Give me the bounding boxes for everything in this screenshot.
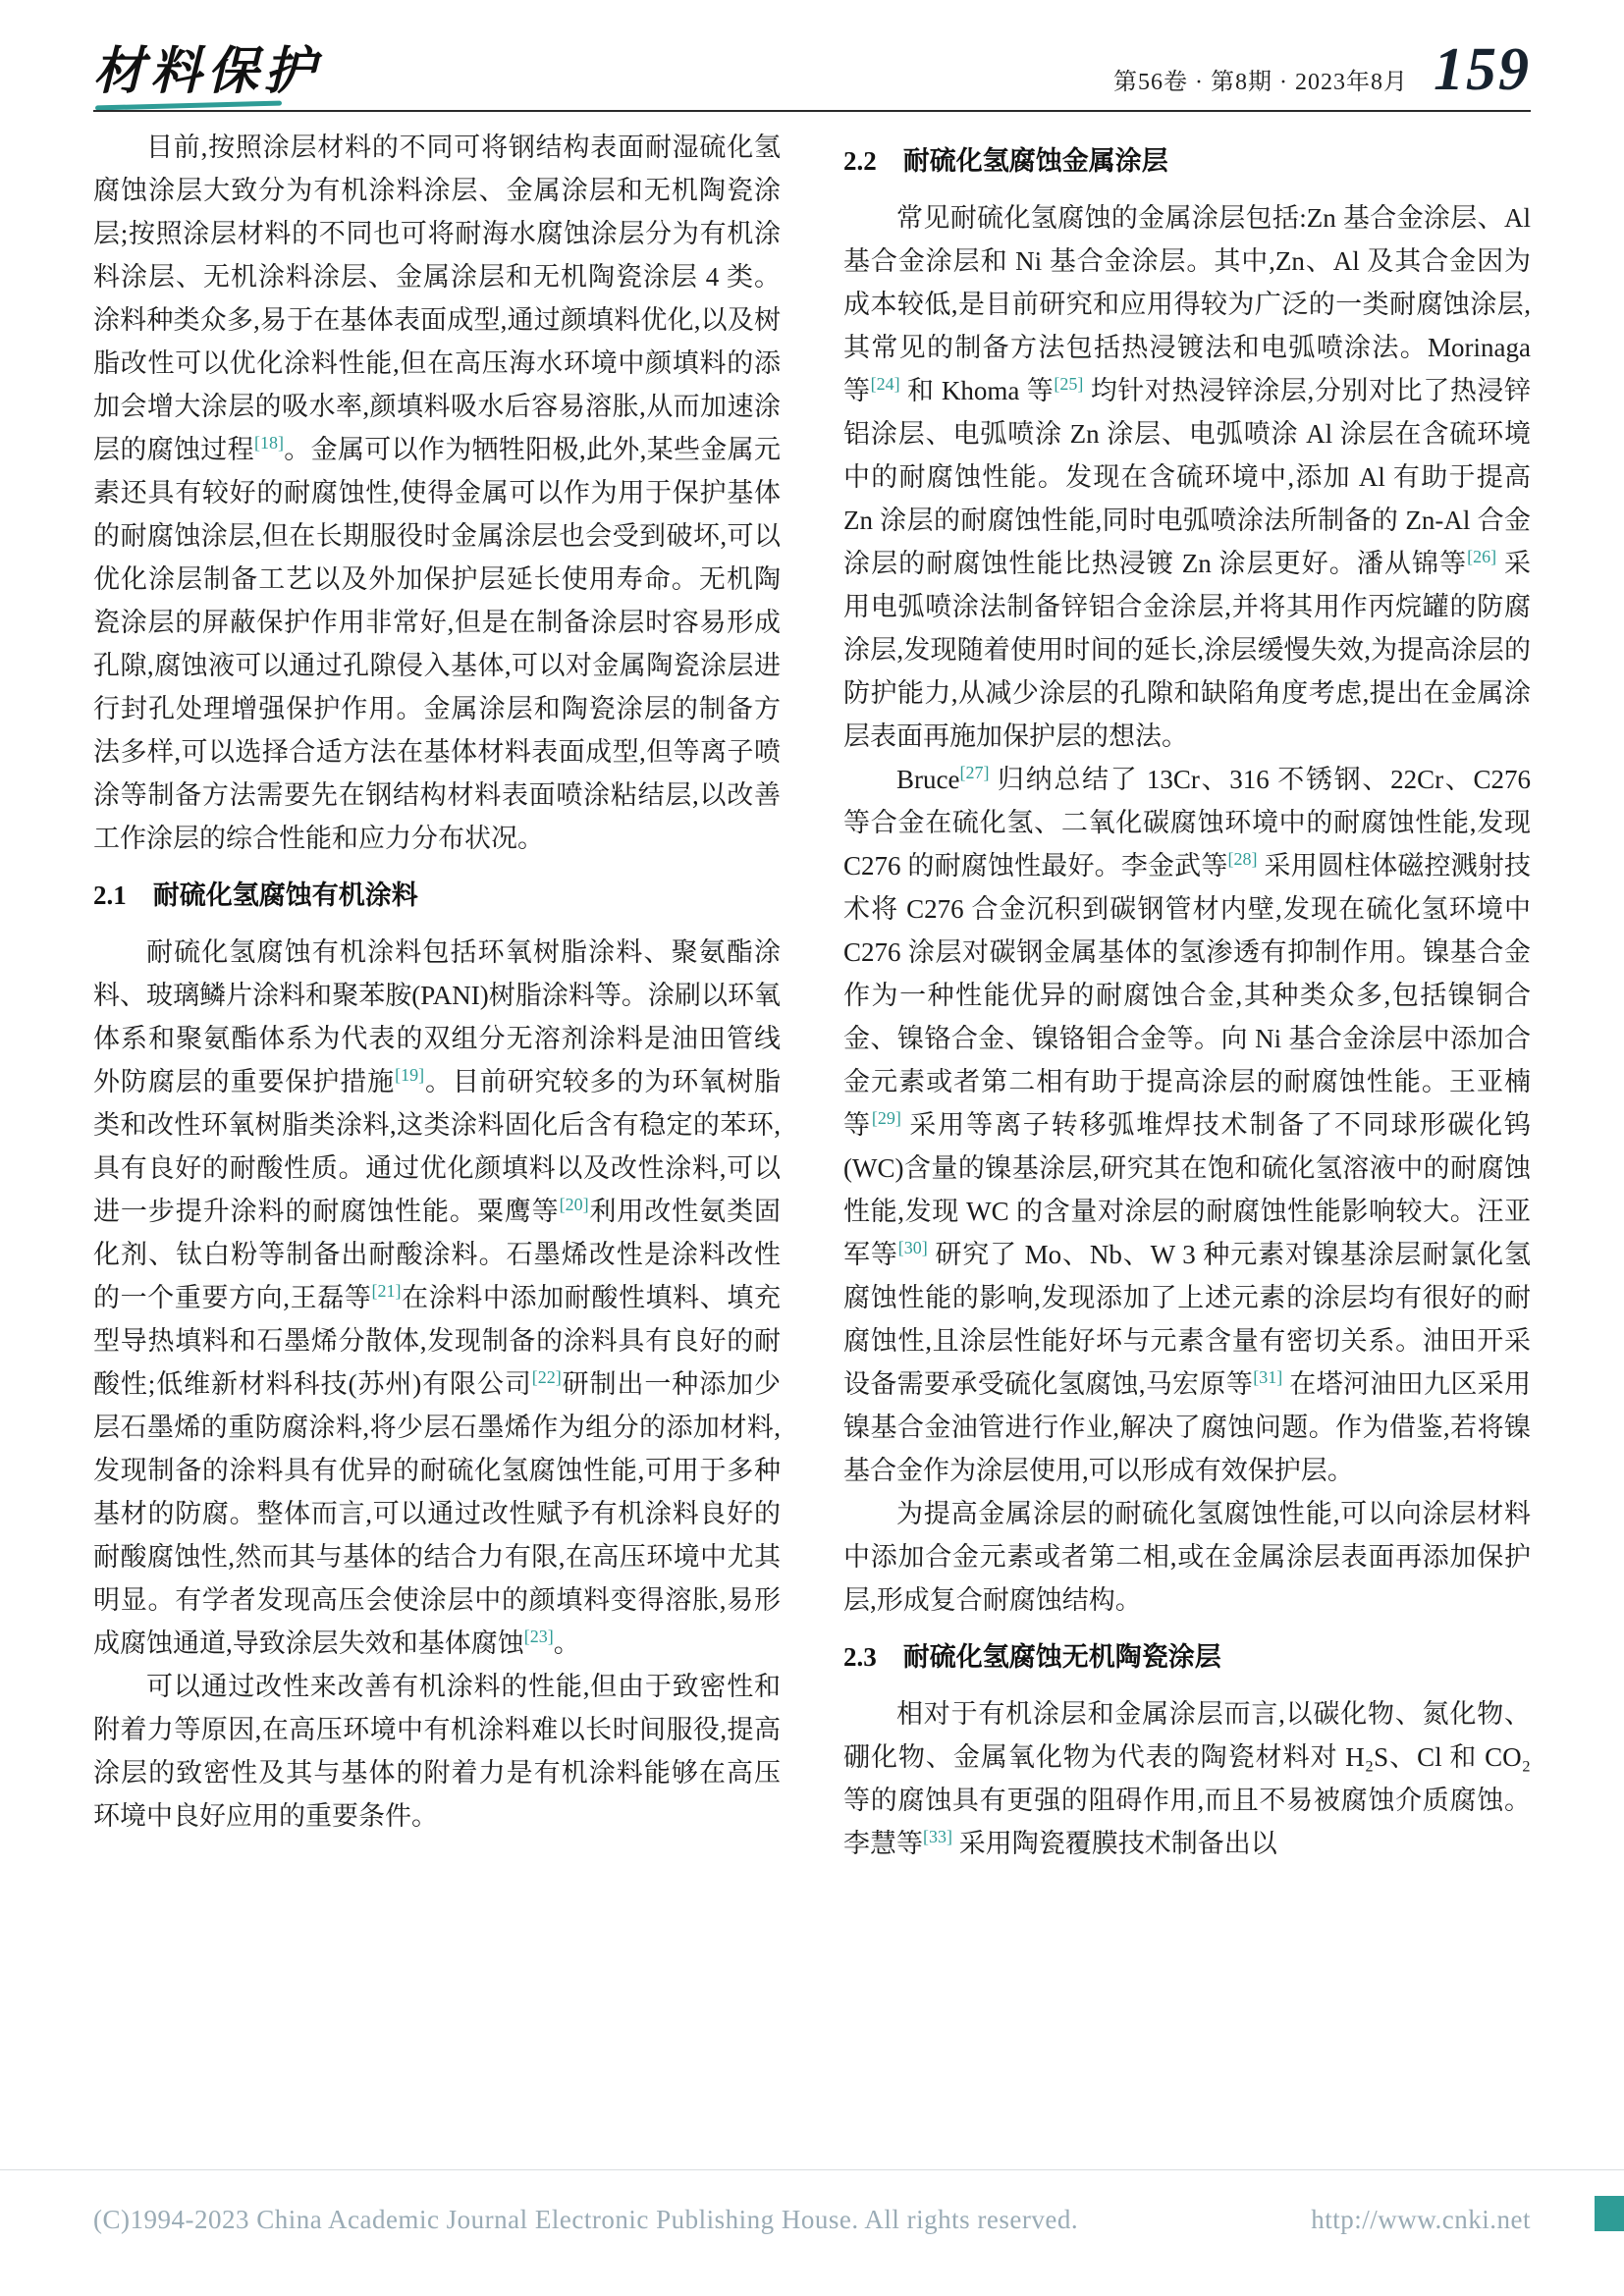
page-header (93, 36, 1531, 104)
reference-marker: [21] (371, 1281, 402, 1301)
reference-marker: [19] (395, 1065, 425, 1085)
logo-underline-accent (95, 101, 282, 111)
reference-marker: [29] (871, 1108, 901, 1128)
footer-divider (0, 2169, 1624, 2170)
reference-marker: [30] (897, 1238, 928, 1257)
reference-marker: [24] (870, 374, 900, 394)
copyright-text: (C)1994-2023 China Academic Journal Electronic Publishing House. All rights reserved. (93, 2205, 1079, 2234)
footer-url: http://www.cnki.net (1311, 2205, 1531, 2234)
paragraph: 目前,按照涂层材料的不同可将钢结构表面耐湿硫化氢腐蚀涂层大致分为有机涂料涂层、金属涂层和无机陶瓷涂层;按照涂层材料的不同也可将耐海水腐蚀涂层分为有机涂料涂层、无机涂料涂层、金属涂层和无机陶瓷涂层 4 类。涂料种类众多,易于在基体表面成型,通过颜填料优化,以及树脂改性可以优化涂料性能,但在高压海水环境中颜填料的添加会增大涂层的吸水率,颜填料吸水后容易溶胀,从而加速涂层的腐蚀过程[18]。金属可以作为牺牲阳极,此外,某些金属元素还具有较好的耐腐蚀性,使得金属可以作为用于保护基体的耐腐蚀涂层,但在长期服役时金属涂层也会受到破坏,可以优化涂层制备工艺以及外加保护层延长使用寿命。无机陶瓷涂层的屏蔽保护作用非常好,但是在制备涂层时容易形成孔隙,腐蚀液可以通过孔隙侵入基体,可以对金属陶瓷涂层进行封孔处理增强保护作用。金属涂层和陶瓷涂层的制备方法多样,可以选择合适方法在基体材料表面成型,但等离子喷涂等制备方法需要先在钢结构材料表面喷涂粘结层,以改善工作涂层的综合性能和应力分布状况。 (93, 133, 782, 853)
reference-marker: [20] (559, 1195, 589, 1214)
paragraph: 耐硫化氢腐蚀有机涂料包括环氧树脂涂料、聚氨酯涂料、玻璃鳞片涂料和聚苯胺(PANI)树脂涂料等。涂刷以环氧体系和聚氨酯体系为代表的双组分无溶剂涂料是油田管线外防腐层的重要保护措施[19]。目前研究较多的为环氧树脂类和改性环氧树脂类涂料,这类涂料固化后含有稳定的苯环,具有良好的耐酸性质。通过优化颜填料以及改性涂料,可以进一步提升涂料的耐腐蚀性能。粟鹰等[20]利用改性氨类固化剂、钛白粉等制备出耐酸涂料。石墨烯改性是涂料改性的一个重要方向,王磊等[21]在涂料中添加耐酸性填料、填充型导热填料和石墨烯分散体,发现制备的涂料具有良好的耐酸性;低维新材料科技(苏州)有限公司[22]研制出一种添加少层石墨烯的重防腐涂料,将少层石墨烯作为组分的添加材料,发现制备的涂料具有优异的耐硫化氢腐蚀性能,可用于多种基材的防腐。整体而言,可以通过改性赋予有机涂料良好的耐酸腐蚀性,然而其与基体的结合力有限,在高压环境中尤其明显。有学者发现高压会使涂层中的颜填料变得溶胀,易形成腐蚀通道,导致涂层失效和基体腐蚀[23]。 (93, 937, 782, 1658)
page-number: 159 (1434, 36, 1531, 104)
section-heading: 2.3 耐硫化氢腐蚀无机陶瓷涂层 (843, 1642, 1221, 1672)
reference-marker: [28] (1227, 849, 1258, 869)
journal-logo (93, 44, 322, 100)
paragraph: 可以通过改性来改善有机涂料的性能,但由于致密性和附着力等原因,在高压环境中有机涂料难以长时间服役,提高涂层的致密性及其与基体的附着力是有机涂料能够在高压环境中良好应用的重要条件。 (93, 1672, 781, 1831)
paragraph: 常见耐硫化氢腐蚀的金属涂层包括:Zn 基合金涂层、Al 基合金涂层和 Ni 基合金涂层。其中,Zn、Al 及其合金因为成本较低,是目前研究和应用得较为广泛的一类耐腐蚀涂层,其常见的制备方法包括热浸镀法和电弧喷涂法。Morinaga 等[24] 和 Khoma 等[25] 均针对热浸锌涂层,分别对比了热浸锌铝涂层、电弧喷涂 Zn 涂层、电弧喷涂 Al 涂层在含硫环境中的耐腐蚀性能。发现在含硫环境中,添加 Al 有助于提高 Zn 涂层的耐腐蚀性能,同时电弧喷涂法所制备的 Zn-Al 合金涂层的耐腐蚀性能比热浸镀 Zn 涂层更好。潘从锦等[26] 采用电弧喷涂法制备锌铝合金涂层,并将其用作丙烷罐的防腐涂层,发现随着使用时间的延长,涂层缓慢失效,为提高涂层的防护能力,从减少涂层的孔隙和缺陷角度考虑,提出在金属涂层表面再施加保护层的想法。 (843, 203, 1531, 751)
article-body (93, 126, 1531, 1972)
paragraph: 相对于有机涂层和金属涂层而言,以碳化物、氮化物、硼化物、金属氧化物为代表的陶瓷材料对 H₂S、Cl 和 CO₂ 等的腐蚀具有更强的阻碍作用,而且不易被腐蚀介质腐蚀。李慧等[33] 采用陶瓷覆膜技术制备出以 (843, 1699, 1531, 1858)
reference-marker: [31] (1253, 1367, 1283, 1387)
page-footer (93, 2205, 1531, 2235)
header-divider (93, 110, 1531, 112)
reference-marker: [22] (531, 1367, 562, 1387)
header-right (1113, 36, 1531, 104)
reference-marker: [26] (1467, 547, 1497, 566)
reference-marker: [18] (253, 433, 284, 453)
reference-marker: [25] (1054, 374, 1084, 394)
section-heading: 2.2 耐硫化氢腐蚀金属涂层 (843, 146, 1168, 176)
right-column (843, 126, 1531, 1972)
reference-marker: [33] (923, 1827, 952, 1846)
corner-accent-mark (1595, 2196, 1624, 2231)
paragraph: 为提高金属涂层的耐硫化氢腐蚀性能,可以向涂层材料中添加合金元素或者第二相,或在金属涂层表面再添加保护层,形成复合耐腐蚀结构。 (843, 1499, 1531, 1615)
reference-marker: [27] (959, 763, 990, 782)
left-column (93, 126, 781, 1972)
issue-info: 第56卷 · 第8期 · 2023年8月 (1113, 70, 1408, 96)
section-heading: 2.1 耐硫化氢腐蚀有机涂料 (93, 881, 418, 910)
paragraph: Bruce[27] 归纳总结了 13Cr、316 不锈钢、22Cr、C276 等合金在硫化氢、二氧化碳腐蚀环境中的耐腐蚀性能,发现 C276 的耐腐蚀性最好。李金武等[28] 采用圆柱体磁控溅射技术将 C276 合金沉积到碳钢管材内壁,发现在硫化氢环境中 C276 涂层对碳钢金属基体的氢渗透有抑制作用。镍基合金作为一种性能优异的耐腐蚀合金,其种类众多,包括镍铜合金、镍铬合金、镍铬钼合金等。向 Ni 基合金涂层中添加合金元素或者第二相有助于提高涂层的耐腐蚀性能。王亚楠等[29] 采用等离子转移弧堆焊技术制备了不同球形碳化钨(WC)含量的镍基涂层,研究其在饱和硫化氢溶液中的耐腐蚀性能,发现 WC 的含量对涂层的耐腐蚀性能影响较大。汪亚军等[30] 研究了 Mo、Nb、W 3 种元素对镍基涂层耐氯化氢腐蚀性能的影响,发现添加了上述元素的涂层均有很好的耐腐蚀性,且涂层性能好坏与元素含量有密切关系。油田开采设备需要承受硫化氢腐蚀,马宏原等[31] 在塔河油田九区采用镍基合金油管进行作业,解决了腐蚀问题。作为借鉴,若将镍基合金作为涂层使用,可以形成有效保护层。 (843, 763, 1531, 1485)
journal-logo-text: 材料保护 (93, 44, 322, 100)
reference-marker: [23] (523, 1627, 554, 1646)
